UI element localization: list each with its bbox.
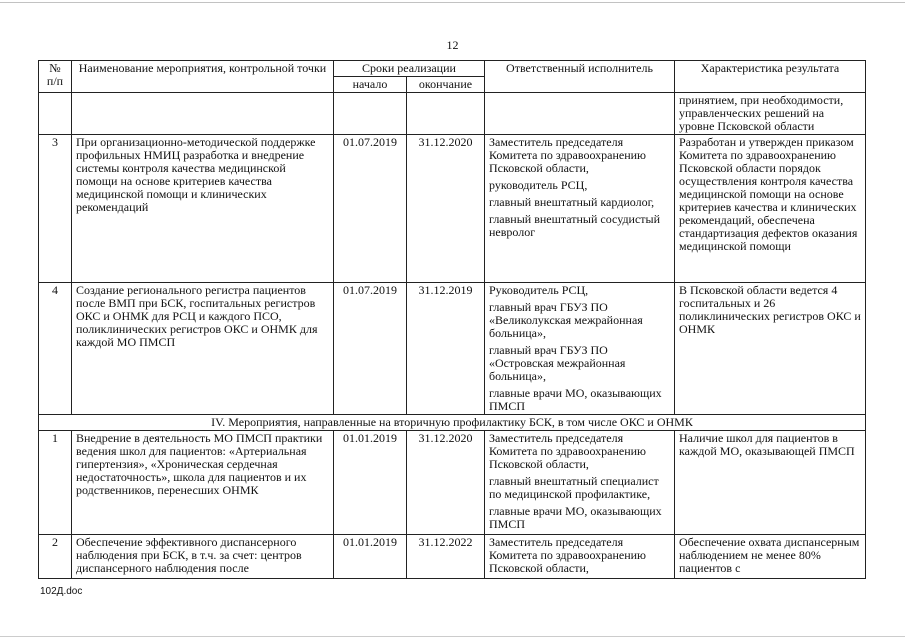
row-end: 31.12.2020	[407, 135, 485, 283]
row-executor	[485, 93, 675, 135]
row-executor	[485, 535, 675, 579]
table-row	[39, 93, 866, 135]
row-start: 01.01.2019	[334, 431, 407, 535]
row-name: Обеспечение эффективного диспансерного наблюдения при БСК, в т.ч. за счет: центров диспансерного наблюдения после	[72, 535, 334, 579]
row-end: 31.12.2020	[407, 431, 485, 535]
row-result: В Псковской области ведется 4 госпитальных и 26 поликлинических регистров ОКС и ОНМК	[675, 283, 866, 415]
row-num: 2	[39, 535, 72, 579]
row-name: Создание регионального регистра пациентов после ВМП при БСК, госпитальных регистров ОКС и ОНМК для РСЦ и каждого ПСО, поликлинических регистров ОКС и ОНМК для каждой МО ПМСП	[72, 283, 334, 415]
table-row	[39, 535, 866, 579]
row-result: Обеспечение охвата диспансерным наблюдением не менее 80% пациентов с	[675, 535, 866, 579]
footer-filename: 102Д.doc	[40, 586, 83, 597]
header-end: окончание	[407, 77, 485, 93]
row-end	[407, 93, 485, 135]
row-result: принятием, при необходимости, управленческих решений на уровне Псковской области	[675, 93, 866, 135]
table-row	[39, 431, 866, 535]
executor-line: главный внештатный кардиолог,	[489, 195, 655, 209]
row-start	[334, 93, 407, 135]
scan-edge-line-bottom	[0, 636, 905, 637]
header-terms: Сроки реализации	[334, 61, 485, 77]
row-num: 3	[39, 135, 72, 283]
header-result: Характеристика результата	[675, 61, 866, 93]
row-result: Разработан и утвержден приказом Комитета по здравоохранению Псковской области порядок осуществления контроля качества медицинской помощи на основе критериев качества и клинических рекомендаций, обеспечена стандартизация дефектов оказания медицинской помощи	[675, 135, 866, 283]
row-num: 4	[39, 283, 72, 415]
row-num	[39, 93, 72, 135]
executor-line: главные врачи МО, оказывающих ПМСП	[489, 504, 662, 531]
section-row	[39, 415, 866, 431]
row-name	[72, 93, 334, 135]
executor-line: главные врачи МО, оказывающих ПМСП	[489, 386, 662, 413]
row-name: Внедрение в деятельность МО ПМСП практики ведения школ для пациентов: «Артериальная гипертензия», «Хроническая сердечная недостаточность», школа для пациентов и их родственников, перенесших ОНМК	[72, 431, 334, 535]
header-name: Наименование мероприятия, контрольной точки	[72, 61, 334, 93]
executor-line: главный внештатный специалист по медицинской профилактике,	[489, 474, 659, 501]
table-row	[39, 283, 866, 415]
header-start: начало	[334, 77, 407, 93]
row-name: При организационно-методической поддержке профильных НМИЦ разработка и внедрение системы контроля качества медицинской помощи на основе критериев качества медицинской помощи и клинических рекомендаций	[72, 135, 334, 283]
row-result: Наличие школ для пациентов в каждой МО, оказывающей ПМСП	[675, 431, 866, 535]
row-start: 01.07.2019	[334, 283, 407, 415]
row-executor	[485, 283, 675, 415]
executor-line: главный врач ГБУЗ ПО «Великолукская межрайонная больница»,	[489, 300, 643, 340]
executor-line: главный врач ГБУЗ ПО «Островская межрайонная больница»,	[489, 343, 626, 383]
row-end: 31.12.2019	[407, 283, 485, 415]
executor-line: Руководитель РСЦ,	[489, 283, 589, 297]
row-start: 01.01.2019	[334, 535, 407, 579]
activities-table	[38, 60, 866, 579]
executor-line: Заместитель председателя Комитета по здравоохранению Псковской области,	[489, 135, 647, 175]
row-num: 1	[39, 431, 72, 535]
scan-edge-line	[0, 2, 905, 3]
header-row	[39, 61, 866, 77]
executor-line: руководитель РСЦ,	[489, 178, 588, 192]
executor-line: Заместитель председателя Комитета по здравоохранению Псковской области,	[489, 535, 647, 575]
table-row	[39, 135, 866, 283]
row-start: 01.07.2019	[334, 135, 407, 283]
header-executor: Ответственный исполнитель	[485, 61, 675, 93]
row-executor	[485, 431, 675, 535]
executor-line: Заместитель председателя Комитета по здравоохранению Псковской области,	[489, 431, 647, 471]
section-title: IV. Мероприятия, направленные на вторичную профилактику БСК, в том числе ОКС и ОНМК	[39, 415, 866, 431]
header-num: № п/п	[39, 61, 72, 93]
page-number: 12	[446, 38, 459, 52]
row-end: 31.12.2022	[407, 535, 485, 579]
executor-line: главный внештатный сосудистый невролог	[489, 212, 661, 239]
row-executor	[485, 135, 675, 283]
